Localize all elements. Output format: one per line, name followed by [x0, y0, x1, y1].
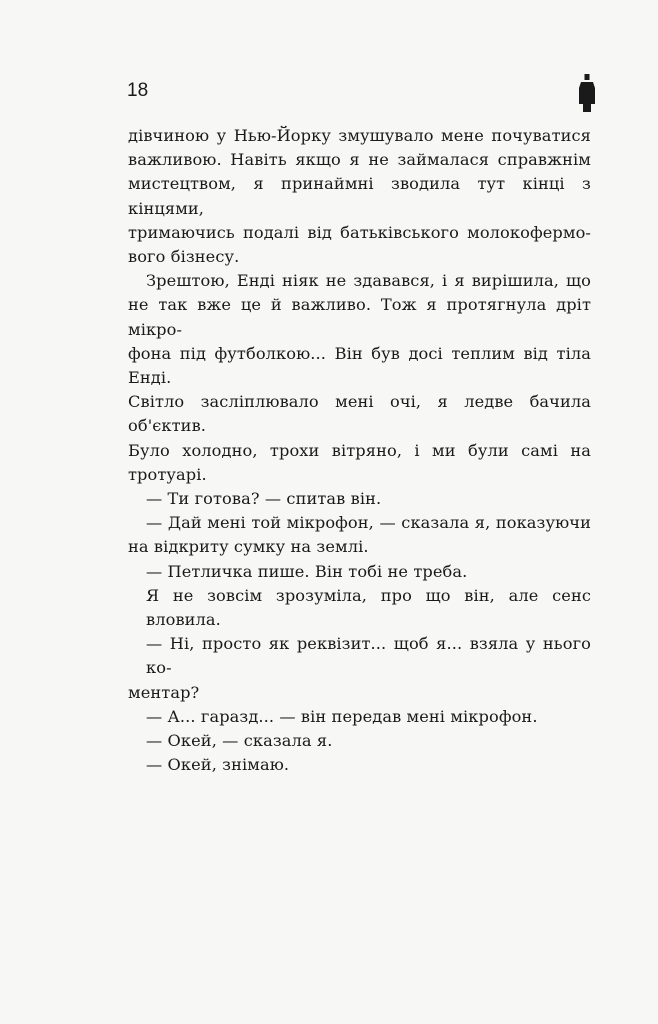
text-line: — Петличка пише. Він тобі не треба. — [146, 561, 468, 581]
text-line: Світло засліплювало мені очі, я ледве бачила об'єктив. — [128, 392, 591, 436]
text-line: Зрештою, Енді ніяк не здавався, і я вирішила, що — [146, 271, 591, 291]
text-line: — Окей, — сказала я. — [146, 731, 333, 751]
text-line: Було холодно, трохи вітряно, і ми були самі на тротуарі. — [128, 440, 591, 484]
chapter-ornament-icon — [577, 74, 597, 114]
text-line: тримаючись подалі від батьківського молокофермо- — [128, 222, 591, 242]
text-line: на відкриту сумку на землі. — [128, 537, 369, 557]
text-line: — Ні, просто як реквізит... щоб я... взяла у нього ко- — [146, 634, 591, 678]
body-text — [128, 124, 591, 777]
text-line: вого бізнесу. — [128, 247, 240, 267]
text-line: — Дай мені той мікрофон, — сказала я, показуючи — [146, 513, 591, 533]
text-line: мистецтвом, я принаймні зводила тут кінці з кінцями, — [128, 174, 591, 218]
text-line: — Ти готова? — спитав він. — [146, 489, 382, 509]
text-line: — Окей, знімаю. — [146, 755, 290, 775]
text-line: важливою. Навіть якщо я не займалася справжнім — [128, 150, 591, 170]
page-number: 18 — [127, 80, 149, 101]
text-line: не так вже це й важливо. Тож я протягнула дріт мікро- — [128, 295, 591, 339]
text-line: ментар? — [128, 682, 200, 702]
text-line: — А... гаразд... — він передав мені мікрофон. — [146, 706, 538, 726]
text-line: фона під футболкою... Він був досі теплим від тіла Енді. — [128, 343, 591, 388]
text-line: Я не зовсім зрозуміла, про що він, але сенс вловила. — [146, 585, 591, 630]
text-line: дівчиною у Нью-Йорку змушувало мене почуватися — [128, 126, 591, 145]
